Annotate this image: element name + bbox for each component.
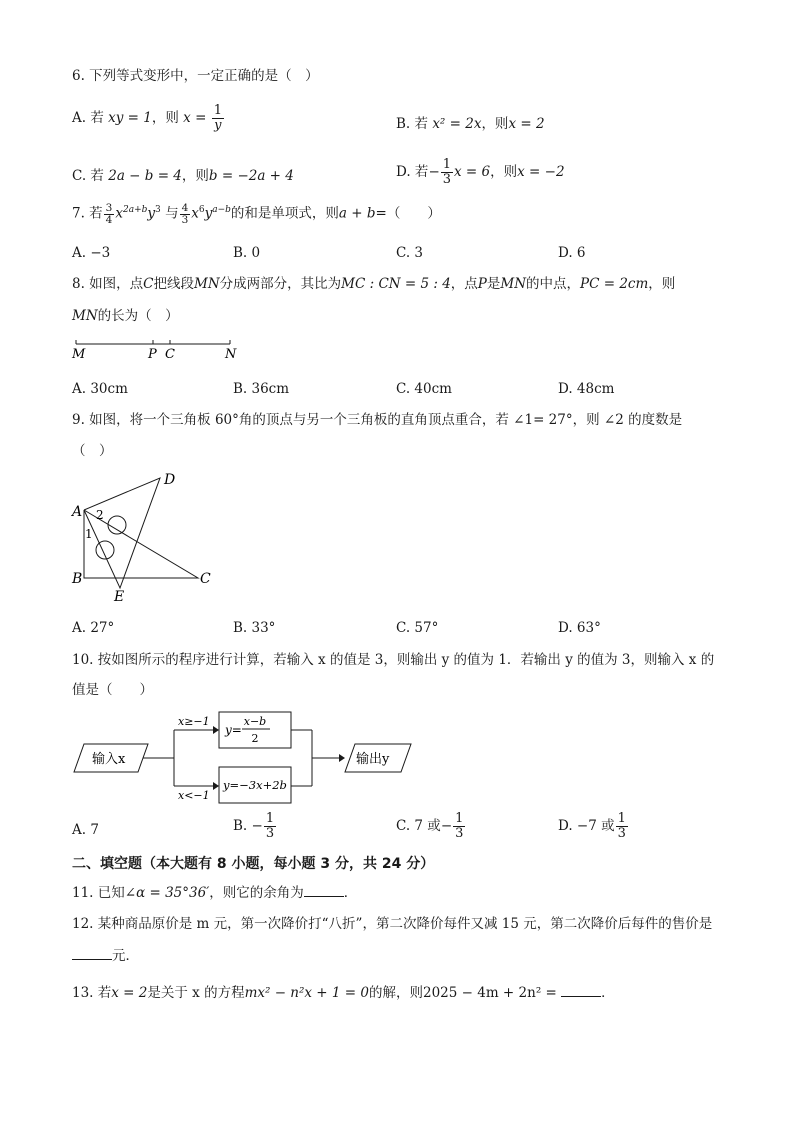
- label-c: C: [165, 347, 175, 362]
- section-2-heading: 二、填空题（本大题有 8 小题，每小题 3 分，共 24 分）: [72, 856, 435, 872]
- q6-option-d[interactable]: D. 若− $\frac{1}{3}$ x = 6，则x = −2: [396, 157, 565, 187]
- segment-mn-figure: [66, 336, 246, 366]
- condition-top: x≥−1: [178, 715, 210, 728]
- arrow-output: [339, 754, 345, 762]
- fraction: $\frac{1}{3}$: [265, 811, 275, 841]
- output-label: 输出y: [356, 752, 390, 767]
- q9-stem-line1: 9. 如图，将一个三角板 60°角的顶点与另一个三角板的直角顶点重合，若 ∠1= 27°，则 ∠2 的度数是: [72, 412, 683, 428]
- fraction: $\frac{3}{4}$: [105, 201, 113, 226]
- label-angle-1: 1: [85, 527, 93, 541]
- label-c: C: [200, 571, 211, 587]
- q10-stem-line2: 值是（ ）: [72, 682, 153, 698]
- q7-option-b[interactable]: B. 0: [233, 245, 261, 261]
- q7-option-a[interactable]: A. −3: [72, 245, 111, 261]
- q7-stem: 7. 若 $\frac{3}{4}$ $x^{2a+b}y^3$ 与 $\frac{4}{3}$ $x^6y^{a-b}$的和是单项式，则a + b=（ ）: [72, 201, 441, 226]
- q13-stem: 13. 若x = 2是关于 x 的方程mx² − n²x + 1 = 0的解，则2025 − 4m + 2n² = ．: [72, 982, 615, 1003]
- q6-option-b[interactable]: B. 若 x² = 2x，则x = 2: [396, 116, 545, 132]
- input-label: 输入x: [92, 752, 126, 767]
- q6-option-c[interactable]: C. 若 2a − b = 4，则b = −2a + 4: [72, 168, 294, 184]
- q10-option-a[interactable]: A. 7: [72, 822, 99, 838]
- box-top-denominator: 2: [251, 732, 259, 745]
- answer-blank[interactable]: [561, 982, 601, 997]
- q6-stem: 6. 下列等式变形中，一定正确的是（ ）: [72, 68, 319, 84]
- arrow-bottom: [213, 782, 219, 790]
- box-top-numerator: x−b: [243, 715, 267, 728]
- q8-option-a[interactable]: A. 30cm: [72, 381, 128, 397]
- q8-stem-line1: 8. 如图，点C把线段MN分成两部分，其比为MC : CN = 5 : 4，点P是MN的中点，PC = 2cm，则: [72, 276, 676, 292]
- fraction: $\frac{1}{3}$: [442, 157, 452, 187]
- q10-option-d[interactable]: D. −7 或 $\frac{1}{3}$: [558, 811, 626, 841]
- q8-option-b[interactable]: B. 36cm: [233, 381, 290, 397]
- hole-upper: [108, 516, 126, 534]
- q12-stem-line1: 12. 某种商品原价是 m 元，第一次降价打“八折”，第二次降价每件又减 15 元，第二次降价后每件的售价是: [72, 916, 713, 932]
- fraction: $\frac{1}{3}$: [455, 811, 464, 841]
- condition-bottom: x<−1: [178, 789, 210, 802]
- q7-option-c[interactable]: C. 3: [396, 245, 424, 261]
- answer-blank[interactable]: [304, 882, 344, 897]
- q9-option-c[interactable]: C. 57°: [396, 620, 439, 636]
- q9-option-b[interactable]: B. 33°: [233, 620, 276, 636]
- flowchart: [66, 705, 426, 805]
- q10-option-c[interactable]: C. 7 或− $\frac{1}{3}$: [396, 811, 464, 841]
- q9-option-a[interactable]: A. 27°: [72, 620, 115, 636]
- fraction: $\frac{1}{3}$: [617, 811, 626, 841]
- q7-option-d[interactable]: D. 6: [558, 245, 586, 261]
- q12-stem-line2: 元．: [72, 945, 139, 966]
- triangle-figure: [66, 470, 226, 610]
- q6-option-a[interactable]: A. 若 xy = 1，则 x = $\frac{1}{y}$: [72, 103, 222, 133]
- label-e: E: [114, 589, 125, 605]
- label-a: A: [72, 504, 83, 520]
- label-d: D: [164, 472, 176, 488]
- box-top-lhs: y=: [225, 723, 242, 737]
- fraction: $\frac{4}{3}$: [181, 201, 189, 226]
- q9-stem-line2: （ ）: [72, 443, 113, 459]
- fraction: $\frac{1}{y}$: [213, 103, 222, 133]
- label-m: M: [72, 347, 86, 362]
- q8-option-d[interactable]: D. 48cm: [558, 381, 615, 397]
- answer-blank[interactable]: [72, 945, 112, 960]
- q10-option-b[interactable]: B. − $\frac{1}{3}$: [233, 811, 275, 841]
- label-b: B: [72, 571, 83, 587]
- arrow-top: [213, 726, 219, 734]
- label-n: N: [225, 347, 237, 362]
- box-bottom-formula: y=−3x+2b: [223, 778, 287, 792]
- label-p: P: [148, 347, 157, 362]
- q11-stem: 11. 已知∠α = 35°36′，则它的余角为 ．: [72, 882, 357, 903]
- q8-stem-line2: MN的长为（ ）: [72, 308, 179, 324]
- q10-stem-line1: 10. 按如图所示的程序进行计算，若输入 x 的值是 3，则输出 y 的值为 1．若输出 y 的值为 3，则输入 x 的: [72, 652, 715, 668]
- label-angle-2: 2: [96, 508, 104, 522]
- q9-option-d[interactable]: D. 63°: [558, 620, 601, 636]
- q8-option-c[interactable]: C. 40cm: [396, 381, 452, 397]
